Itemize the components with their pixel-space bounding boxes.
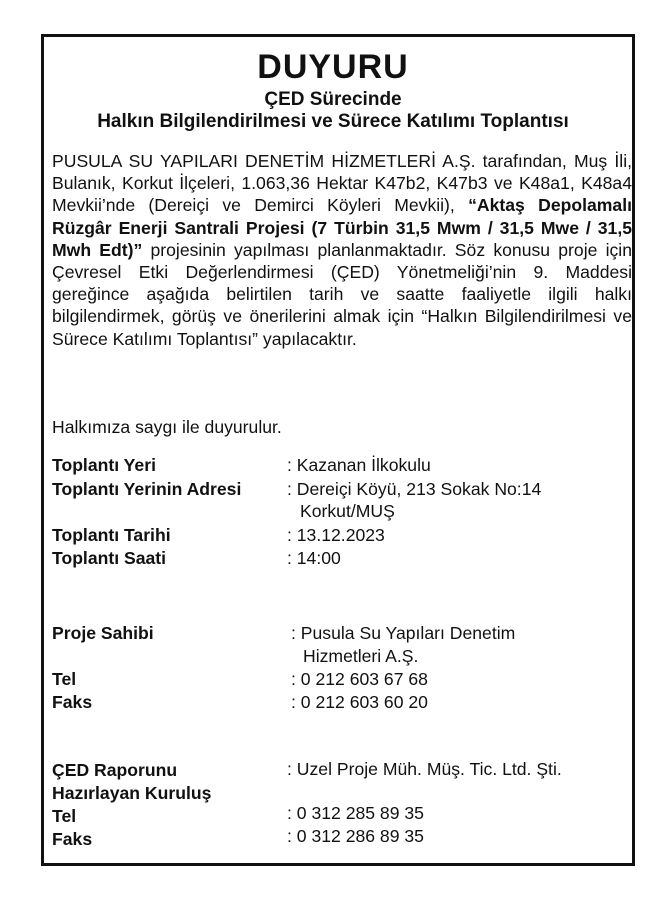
owner-tel-label: Tel bbox=[52, 669, 77, 689]
subtitle-line-2: Halkın Bilgilendirilmesi ve Sürece Katılımı Toplantısı bbox=[97, 111, 569, 132]
preparer-fax-value: : 0 312 286 89 35 bbox=[287, 826, 424, 846]
announcement-title: DUYURU bbox=[257, 48, 409, 86]
preparer-tel-value: : 0 312 285 89 35 bbox=[287, 803, 424, 823]
subtitle-line-1: ÇED Sürecinde bbox=[264, 89, 402, 110]
meeting-place-value: : Kazanan İlkokulu bbox=[287, 455, 431, 475]
project-owner-label: Proje Sahibi bbox=[52, 623, 154, 643]
meeting-place-label: Toplantı Yeri bbox=[52, 455, 156, 475]
meeting-time-value: : 14:00 bbox=[287, 548, 341, 568]
preparer-label-2: Hazırlayan Kuruluş bbox=[52, 783, 212, 803]
meeting-address-value-1: : Dereiçi Köyü, 213 Sokak No:14 bbox=[287, 479, 542, 499]
preparer-value: : Uzel Proje Müh. Müş. Tic. Ltd. Şti. bbox=[287, 759, 562, 779]
project-name: “Aktaş Depolamalı Rüzgâr Enerji Santrali Projesi (7 Türbin 31,5 Mwm / 31,5 Mwe / 31,5 Mwh Edt)” bbox=[52, 195, 632, 260]
meeting-date-label: Toplantı Tarihi bbox=[52, 525, 171, 545]
meeting-time-label: Toplantı Saati bbox=[52, 548, 167, 568]
announcement-body bbox=[52, 150, 632, 350]
greeting: Halkımıza saygı ile duyurulur. bbox=[52, 417, 282, 437]
project-owner-value-2: Hizmetleri A.Ş. bbox=[303, 646, 419, 666]
preparer-fax-label: Faks bbox=[52, 829, 93, 849]
meeting-address-label: Toplantı Yerinin Adresi bbox=[52, 479, 242, 499]
owner-tel-value: : 0 212 603 67 68 bbox=[291, 669, 428, 689]
preparer-tel-label: Tel bbox=[52, 806, 77, 826]
meeting-date-value: : 13.12.2023 bbox=[287, 525, 385, 545]
body-intro: PUSULA SU YAPILARI DENETİM HİZMETLERİ A.Ş. tarafından, Muş İli, Bulanık, Korkut İlçeleri, 1.063,36 Hektar K47b2, K47b3 ve K48a1, K48a4 Mevkii’nde (Dereiçi ve Demirci Köyleri Mevkii), bbox=[52, 151, 632, 216]
owner-fax-label: Faks bbox=[52, 692, 93, 712]
body-rest: projesinin yapılması planlanmaktadır. Söz konusu proje için Çevresel Etki Değerlendirmesi (ÇED) Yönetmeliği’nin 9. Maddesi gereğince aşağıda belirtilen tarih ve saatte faaliyetle ilgili halkı bilgilendirmek, görüş ve önerilerini almak için “Halkın Bilgilendirilmesi ve Sürece Katılımı Toplantısı” yapılacaktır. bbox=[52, 239, 632, 349]
preparer-label-1: ÇED Raporunu bbox=[52, 760, 178, 780]
meeting-address-value-2: Korkut/MUŞ bbox=[300, 501, 395, 521]
project-owner-value-1: : Pusula Su Yapıları Denetim bbox=[291, 623, 516, 643]
owner-fax-value: : 0 212 603 60 20 bbox=[291, 692, 428, 712]
